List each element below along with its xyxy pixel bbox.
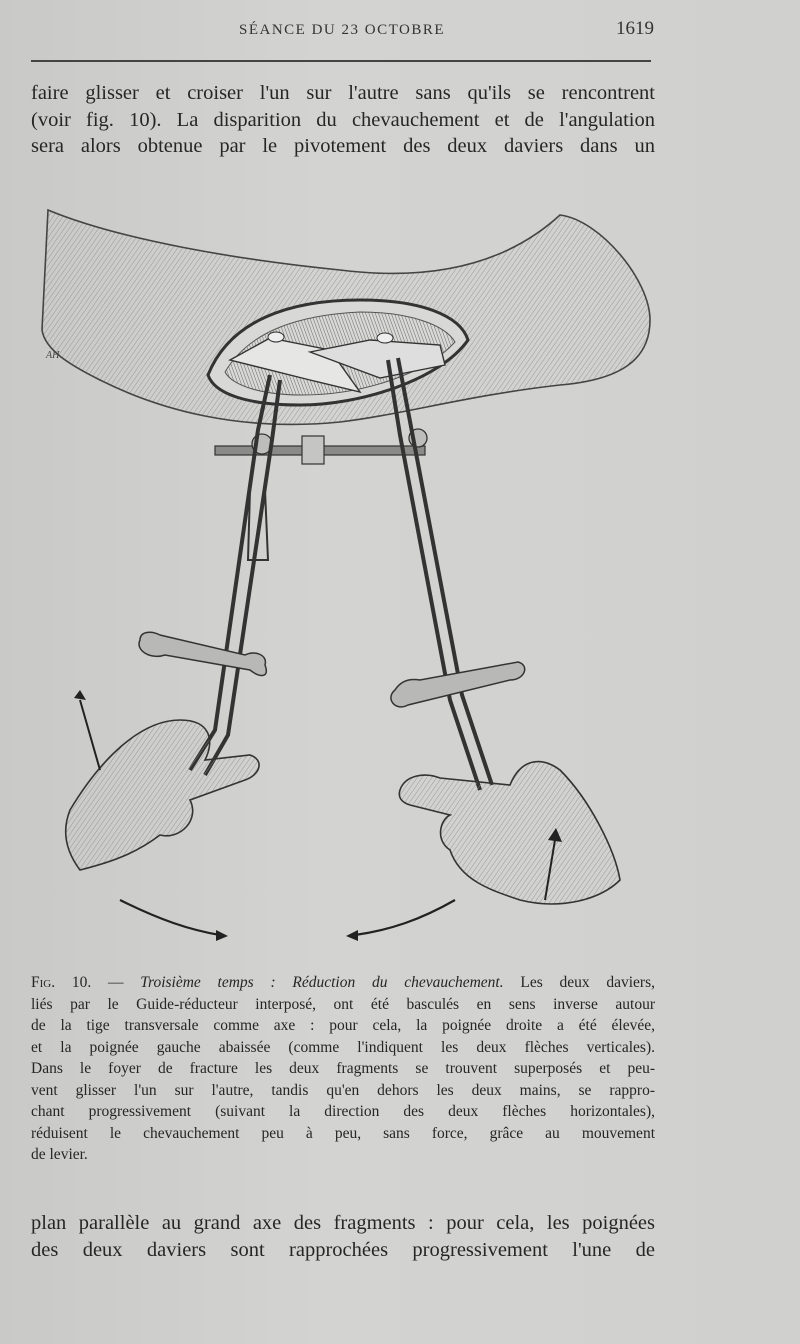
caption-line: chant progressivement (suivant la direction des deux flèches horizontales), <box>31 1103 655 1120</box>
left-handle <box>139 632 266 675</box>
caption-title: Troisième temps : Réduction du chevauchement. <box>140 974 504 991</box>
text-line: sera alors obtenue par le pivotement des deux daviers dans un <box>31 135 655 157</box>
caption-line: et la poignée gauche abaissée (comme l'indiquent les deux flèches verticales). <box>31 1038 655 1056</box>
right-forceps <box>388 358 492 790</box>
body-paragraph-top <box>31 80 655 160</box>
text-line: (voir fig. 10). La disparition du chevauchement et de l'angulation <box>31 108 655 131</box>
text-line: plan parallèle au grand axe des fragments : pour cela, les poignées <box>31 1212 655 1234</box>
running-title: SÉANCE DU 23 OCTOBRE <box>239 22 445 38</box>
caption-line: réduisent le chevauchement peu à peu, sans force, grâce au mouvement <box>31 1124 655 1142</box>
body-paragraph-bottom <box>31 1210 655 1263</box>
header-rule <box>31 60 651 62</box>
page-number: 1619 <box>616 18 654 39</box>
caption-line: de levier. <box>31 1146 88 1163</box>
caption-line: Dans le foyer de fracture les deux fragments se trouvent superposés et peu- <box>31 1060 655 1077</box>
running-head <box>30 18 654 44</box>
surgical-illustration <box>40 200 660 950</box>
horizontal-arrow-left <box>120 900 220 935</box>
left-hand <box>66 720 259 870</box>
vertical-arrow-left <box>80 700 100 770</box>
caption-line-text: Les deux daviers, <box>520 974 655 991</box>
figure-caption <box>31 972 655 1166</box>
right-hand <box>399 762 620 904</box>
figure-10-illustration <box>40 200 660 950</box>
caption-fig-label: Fig. 10. <box>31 974 92 991</box>
artist-signature: AH <box>46 350 60 361</box>
text-line: faire glisser et croiser l'un sur l'autre sans qu'ils se rencontrent <box>31 82 655 104</box>
caption-line: liés par le Guide-réducteur interposé, ont été basculés en sens inverse autour <box>31 995 655 1013</box>
horizontal-arrow-right <box>355 900 455 935</box>
text-line: des deux daviers sont rapprochées progressivement l'une de <box>31 1238 655 1261</box>
caption-line: vent glisser l'un sur l'autre, tandis qu'en dehors les deux mains, se rappro- <box>31 1081 655 1099</box>
caption-line: Fig. 10. — Troisième temps : Réduction du chevauchement. Les deux daviers, <box>31 974 655 991</box>
caption-line: de la tige transversale comme axe : pour cela, la poignée droite a été élevée, <box>31 1017 655 1034</box>
